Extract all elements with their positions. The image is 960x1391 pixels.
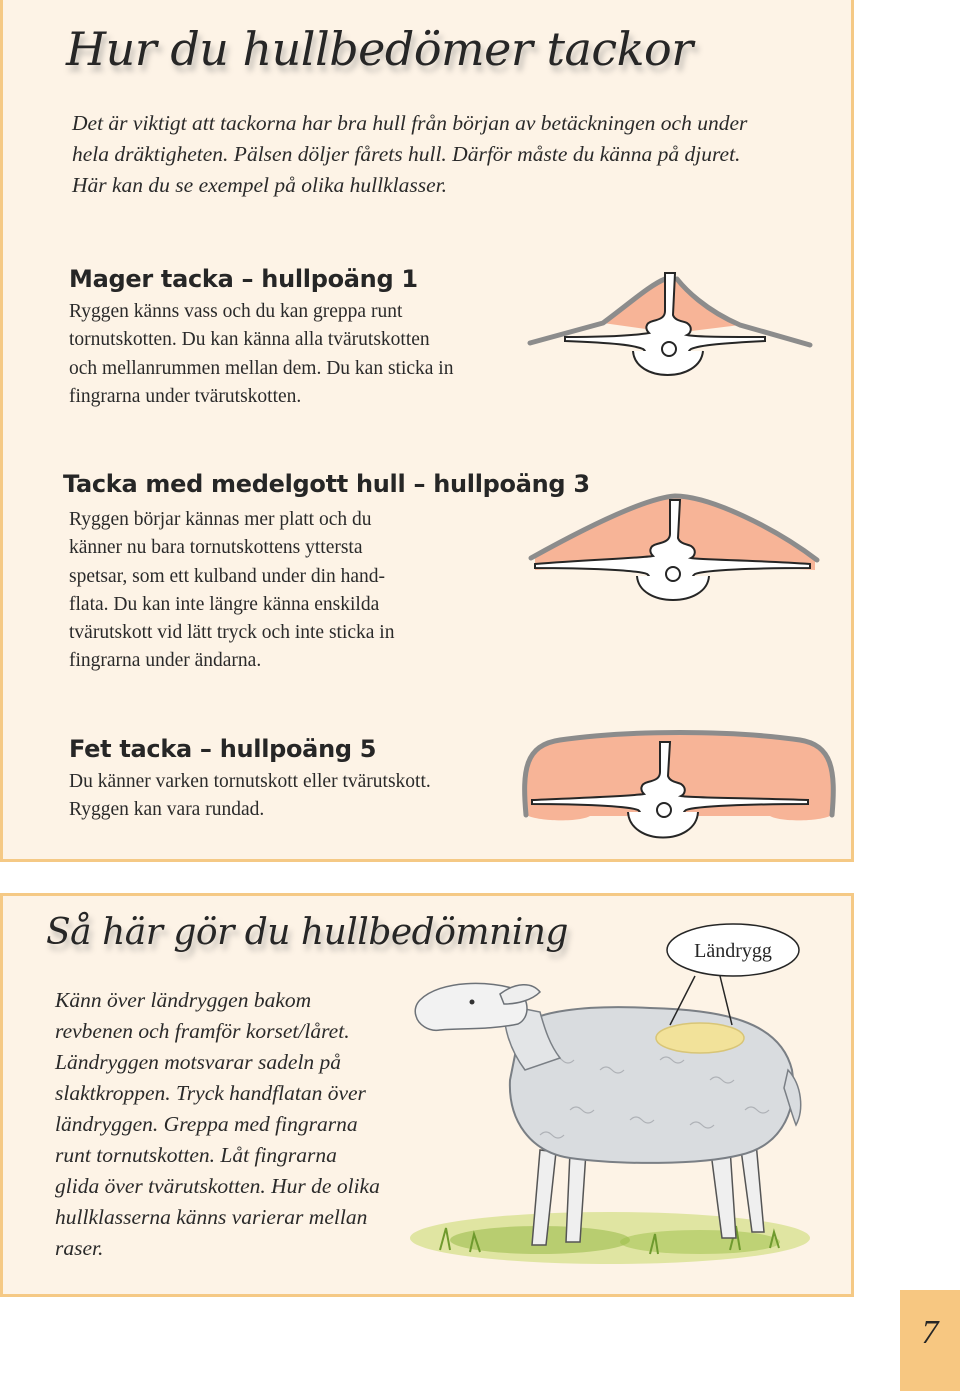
class-1-description	[69, 298, 453, 411]
description-line: Du känner varken tornutskott eller tvärutskott.	[69, 771, 431, 792]
instruction-line: revbenen och framför korset/låret.	[55, 1019, 350, 1043]
description-line: och mellanrummen mellan dem. Du kan sticka in	[69, 357, 454, 379]
sheep-illustration	[400, 920, 820, 1280]
description-line: Ryggen börjar kännas mer platt och du	[69, 509, 372, 530]
instruction-line: hullklasserna känns varierar mellan	[55, 1205, 368, 1229]
vertebra-diagram-score-5	[520, 720, 840, 850]
intro-line: Det är viktigt att tackorna har bra hull från början av betäckningen och under	[72, 111, 748, 135]
instruction-line: ländryggen. Greppa med fingrarna	[55, 1112, 358, 1136]
class-5-description	[69, 768, 431, 825]
description-line: Ryggen känns vass och du kan greppa runt	[69, 301, 403, 322]
class-3-description	[69, 506, 394, 676]
instruction-line: runt tornutskotten. Låt fingrarna	[55, 1143, 337, 1167]
description-line: känner nu bara tornutskottens yttersta	[69, 537, 363, 559]
description-line: fingrarna under ändarna.	[69, 650, 262, 672]
lumbar-area-highlight	[656, 1023, 744, 1053]
description-line: Ryggen kan vara rundad.	[69, 799, 265, 821]
page-title: Hur du hullbedömer tackor	[66, 22, 693, 76]
page-number: 7	[921, 1314, 939, 1351]
intro-text	[72, 108, 832, 201]
intro-line: hela dräktigheten. Pälsen döljer fårets hull. Därför måste du känna på djuret.	[72, 142, 741, 166]
class-5-heading: Fet tacka – hullpoäng 5	[69, 735, 377, 763]
spinal-canal	[666, 567, 680, 581]
description-line: flata. Du kan inte längre känna enskilda	[69, 593, 380, 615]
description-line: tvärutskott vid lätt tryck och inte sticka in	[69, 622, 395, 644]
spinal-canal	[662, 342, 676, 356]
vertebra-diagram-score-1	[525, 265, 825, 390]
description-line: tornutskotten. Du kan känna alla tvärutskotten	[69, 329, 430, 351]
instruction-line: slaktkroppen. Tryck handflatan över	[55, 1081, 366, 1105]
callout-label: Ländrygg	[694, 940, 772, 962]
instruction-line: raser.	[55, 1236, 104, 1260]
class-1-heading: Mager tacka – hullpoäng 1	[69, 265, 418, 293]
instruction-line: glida över tvärutskotten. Hur de olika	[55, 1174, 380, 1198]
class-3-heading: Tacka med medelgott hull – hullpoäng 3	[63, 470, 590, 498]
sheep-body	[510, 1007, 793, 1163]
description-line: spetsar, som ett kulband under din hand-	[69, 565, 386, 587]
page-number-tab	[900, 1290, 960, 1391]
section-title: Så här gör du hullbedömning	[46, 912, 568, 953]
vertebra-diagram-score-3	[525, 488, 825, 613]
assessment-instructions	[55, 985, 425, 1264]
sheep-eye	[470, 1000, 475, 1005]
instruction-line: Ländryggen motsvarar sadeln på	[55, 1050, 342, 1074]
description-line: fingrarna under tvärutskotten.	[69, 385, 302, 407]
spinal-canal	[657, 803, 671, 817]
intro-line: Här kan du se exempel på olika hullklasser.	[72, 173, 447, 197]
instruction-line: Känn över ländryggen bakom	[55, 988, 312, 1012]
